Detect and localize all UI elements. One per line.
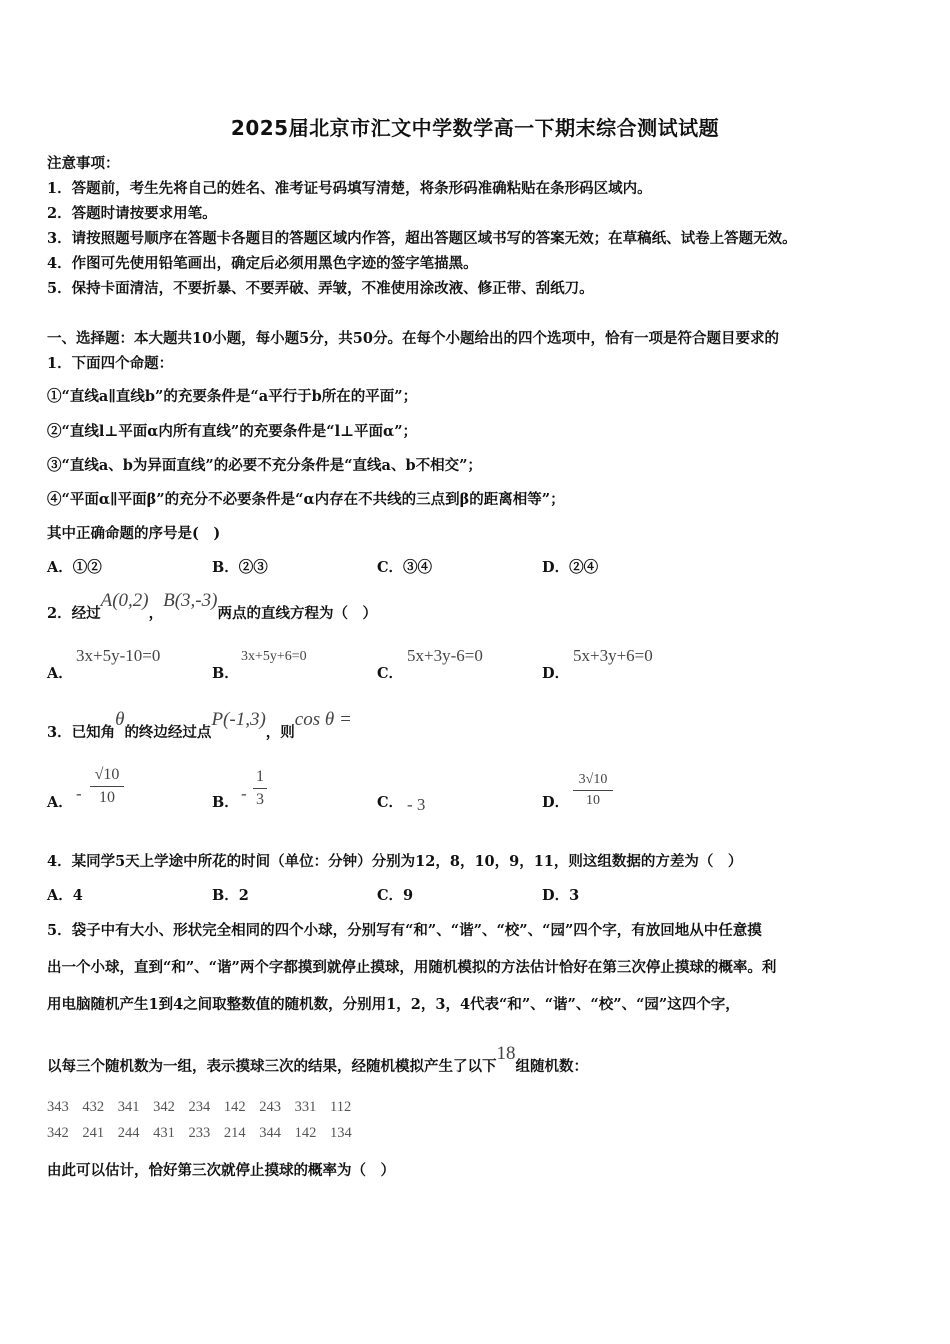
q1-option-b: B．②③ bbox=[212, 559, 268, 576]
q3-label-b: B． bbox=[212, 794, 239, 811]
notice-item-3: 3．请按照题号顺序在答题卡各题目的答题区域内作答，超出答题区域书写的答案无效；在草稿纸、试卷上答题无效。 bbox=[47, 230, 797, 247]
q3-b-denominator: 3 bbox=[256, 791, 264, 808]
q2-option-d: 5x+3y+6=0 bbox=[573, 646, 653, 665]
q4-option-b: B．2 bbox=[212, 887, 249, 904]
q4-option-c: C．9 bbox=[377, 887, 414, 904]
fraction-bar bbox=[90, 786, 124, 787]
notice-item-4: 4．作图可先使用铅笔画出，确定后必须用黑色字迹的签字笔描黑。 bbox=[47, 255, 478, 272]
q1-prop-2: ②“直线l⊥平面α内所有直线”的充要条件是“l⊥平面α”； bbox=[47, 423, 418, 440]
q3-a-sign: - bbox=[76, 784, 82, 803]
q3-label-a: A． bbox=[47, 794, 73, 811]
q5-line-3: 用电脑随机产生1到4之间取整数值的随机数，分别用1，2，3，4代表“和”、“谐”、“校”、“园”这四个字， bbox=[47, 996, 740, 1013]
fraction-bar bbox=[253, 788, 267, 789]
q2-label-b: B． bbox=[212, 665, 239, 682]
q3-b-sign: - bbox=[241, 784, 247, 803]
q2-comma: ， bbox=[148, 605, 164, 622]
page-title: 2025届北京市汇文中学数学高一下期末综合测试试题 bbox=[230, 116, 720, 140]
notice-heading: 注意事项： bbox=[47, 155, 120, 172]
q1-option-c: C．③④ bbox=[377, 559, 433, 576]
fraction-bar bbox=[573, 790, 613, 791]
q2-label-d: D． bbox=[542, 665, 570, 682]
q2-suffix: 两点的直线方程为（ ） bbox=[217, 605, 377, 622]
q3-stem bbox=[47, 709, 352, 743]
q1-prop-4: ④“平面α∥平面β”的充分不必要条件是“α内存在不共线的三点到β的距离相等”； bbox=[47, 491, 565, 508]
q3-option-d-fraction bbox=[573, 772, 613, 809]
q3-d-numerator: 3√10 bbox=[578, 772, 608, 787]
q2-option-a: 3x+5y-10=0 bbox=[76, 646, 161, 665]
q2-option-c: 5x+3y-6=0 bbox=[407, 646, 483, 665]
q2-point-b: B(3,-3) bbox=[163, 590, 218, 611]
q4-stem: 4．某同学5天上学途中所花的时间（单位：分钟）分别为12，8，10，9，11，则这组数据的方差为（ ） bbox=[47, 853, 743, 870]
q5-line-4 bbox=[47, 1043, 588, 1077]
q1-question: 其中正确命题的序号是( ) bbox=[47, 525, 221, 542]
q3-mid: 的终边经过点 bbox=[124, 724, 212, 741]
q3-option-b-fraction bbox=[253, 768, 267, 809]
q3-theta: θ bbox=[115, 709, 125, 730]
q3-d-denominator: 10 bbox=[586, 793, 600, 808]
q3-point: P(-1,3) bbox=[211, 709, 266, 730]
q3-a-numerator: √10 bbox=[94, 766, 120, 783]
q1-prop-1: ①“直线a∥直线b”的充要条件是“a平行于b所在的平面”； bbox=[47, 388, 418, 405]
notice-item-2: 2．答题时请按要求用笔。 bbox=[47, 205, 217, 222]
q3-label-c: C． bbox=[377, 794, 404, 811]
q3-then: ，则 bbox=[265, 724, 295, 741]
q2-stem bbox=[47, 590, 377, 624]
q5-count: 18 bbox=[496, 1043, 516, 1064]
q1-option-a: A．①② bbox=[47, 559, 102, 576]
q2-label-c: C． bbox=[377, 665, 404, 682]
q3-prefix: 3．已知角 bbox=[47, 724, 116, 741]
q4-option-a: A．4 bbox=[47, 887, 83, 904]
q5-line-1: 5．袋子中有大小、形状完全相同的四个小球，分别写有“和”、“谐”、“校”、“园”四个字，有放回地从中任意摸 bbox=[47, 922, 762, 939]
q5-question: 由此可以估计，恰好第三次就停止摸球的概率为（ ） bbox=[47, 1162, 395, 1179]
q2-option-b: 3x+5y+6=0 bbox=[241, 649, 307, 664]
q1-option-d: D．②④ bbox=[542, 559, 599, 576]
q3-a-denominator: 10 bbox=[99, 789, 115, 806]
q1-prop-3: ③“直线a、b为异面直线”的必要不充分条件是“直线a、b不相交”； bbox=[47, 457, 482, 474]
q2-label-a: A． bbox=[47, 665, 73, 682]
q5-line-2: 出一个小球，直到“和”、“谐”两个字都摸到就停止摸球，用随机模拟的方法估计恰好在第三次停止摸球的概率。利 bbox=[47, 959, 777, 976]
notice-item-5: 5．保持卡面清洁，不要折暴、不要弄破、弄皱，不准使用涂改液、修正带、刮纸刀。 bbox=[47, 280, 594, 297]
q5-line-4-b: 组随机数： bbox=[515, 1058, 588, 1075]
q2-prefix: 2．经过 bbox=[47, 605, 101, 622]
q5-random-row-1: 343 432 341 342 234 142 243 331 112 bbox=[47, 1099, 352, 1115]
q1-stem: 1．下面四个命题： bbox=[47, 355, 174, 372]
q4-option-d: D．3 bbox=[542, 887, 580, 904]
q3-expr: cos θ = bbox=[294, 709, 352, 730]
notice-item-1: 1．答题前，考生先将自己的姓名、准考证号码填写清楚，将条形码准确粘贴在条形码区域内。 bbox=[47, 180, 652, 197]
section-heading: 一、选择题：本大题共10小题，每小题5分，共50分。在每个小题给出的四个选项中，恰有一项是符合题目要求的 bbox=[47, 330, 779, 347]
q5-random-row-2: 342 241 244 431 233 214 344 142 134 bbox=[47, 1125, 352, 1141]
q3-option-c: - 3 bbox=[407, 795, 426, 814]
q3-b-numerator: 1 bbox=[256, 768, 264, 785]
q2-point-a: A(0,2) bbox=[100, 590, 149, 611]
q5-line-4-a: 以每三个随机数为一组，表示摸球三次的结果，经随机模拟产生了以下 bbox=[47, 1058, 497, 1075]
q3-label-d: D． bbox=[542, 794, 570, 811]
q3-option-a-fraction bbox=[90, 766, 124, 807]
